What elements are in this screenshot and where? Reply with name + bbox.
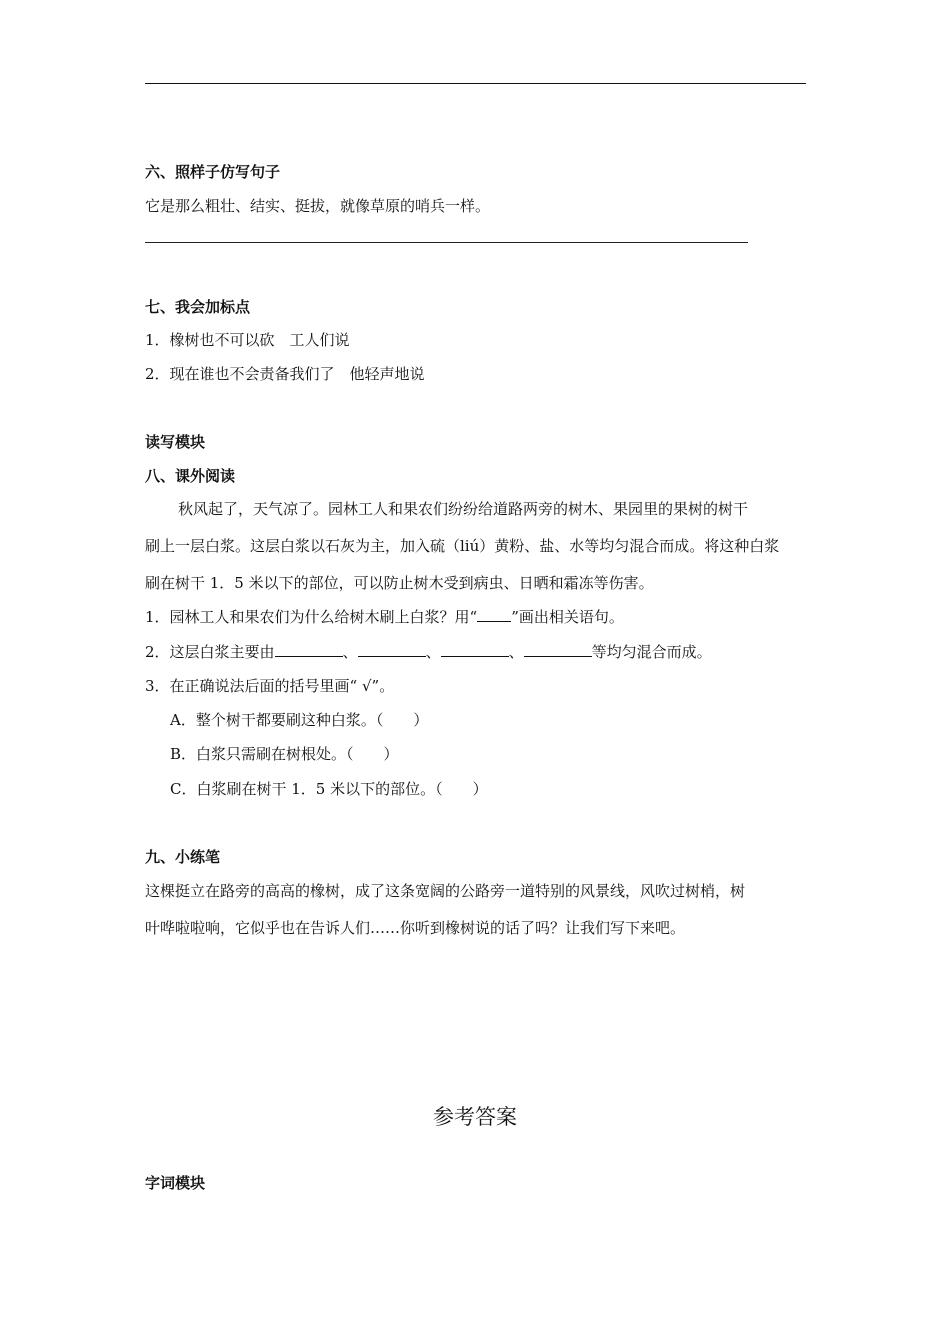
section7-item-1: 1．橡树也不可以砍 工人们说	[145, 331, 350, 349]
option-a[interactable]: A．整个树干都要刷这种白浆。（ ）	[170, 711, 429, 729]
question-2-blank-2[interactable]	[358, 642, 426, 657]
answers-title: 参考答案	[433, 1105, 517, 1129]
section9-line-1: 这棵挺立在路旁的高高的橡树，成了这条宽阔的公路旁一道特别的风景线，风吹过树梢，树	[145, 882, 746, 900]
option-c[interactable]: C．白浆刷在树干 1．5 米以下的部位。（ ）	[170, 780, 488, 798]
question-1	[145, 607, 624, 627]
section6-heading: 六、照样子仿写句子	[145, 163, 281, 181]
question-2	[145, 642, 712, 662]
passage-line-3: 刷在树干 1．5 米以下的部位，可以防止树木受到病虫、日晒和霜冻等伤害。	[145, 574, 654, 592]
section9-line-2: 叶哗啦啦响，它似乎也在告诉人们……你听到橡树说的话了吗？让我们写下来吧。	[145, 919, 686, 937]
question-1-text-after: ”画出相关语句。	[511, 608, 624, 626]
question-2-text-before: 2．这层白浆主要由	[145, 643, 275, 661]
section8-heading: 八、课外阅读	[145, 467, 236, 485]
question-2-blank-1[interactable]	[275, 642, 343, 657]
option-b[interactable]: B．白浆只需刷在树根处。（ ）	[170, 745, 399, 763]
question-1-text-before: 1．园林工人和果农们为什么给树木刷上白浆？用“	[145, 608, 478, 626]
top-rule	[145, 83, 806, 84]
question-2-sep-1: 、	[342, 643, 358, 661]
module-words-heading: 字词模块	[145, 1174, 206, 1192]
question-2-blank-3[interactable]	[441, 642, 509, 657]
question-2-text-after: 等均匀混合而成。	[591, 643, 712, 661]
passage-line-2: 刷上一层白浆。这层白浆以石灰为主，加入硫（liú）黄粉、盐、水等均匀混合而成。将这种白浆	[145, 537, 780, 555]
question-1-blank[interactable]	[477, 607, 511, 622]
module-reading-heading: 读写模块	[145, 433, 206, 451]
section6-example: 它是那么粗壮、结实、挺拔，就像草原的哨兵一样。	[145, 197, 491, 215]
question-2-blank-4[interactable]	[524, 642, 592, 657]
section7-item-2: 2．现在谁也不会责备我们了 他轻声地说	[145, 365, 425, 383]
question-2-sep-2: 、	[425, 643, 441, 661]
section9-heading: 九、小练笔	[145, 848, 221, 866]
question-2-sep-3: 、	[508, 643, 524, 661]
passage-line-1: 秋风起了，天气凉了。园林工人和果农们纷纷给道路两旁的树木、果园里的果树的树干	[178, 500, 749, 518]
section7-heading: 七、我会加标点	[145, 298, 251, 316]
question-3: 3．在正确说法后面的括号里画“ √”。	[145, 677, 395, 695]
answer-line[interactable]	[145, 242, 748, 243]
